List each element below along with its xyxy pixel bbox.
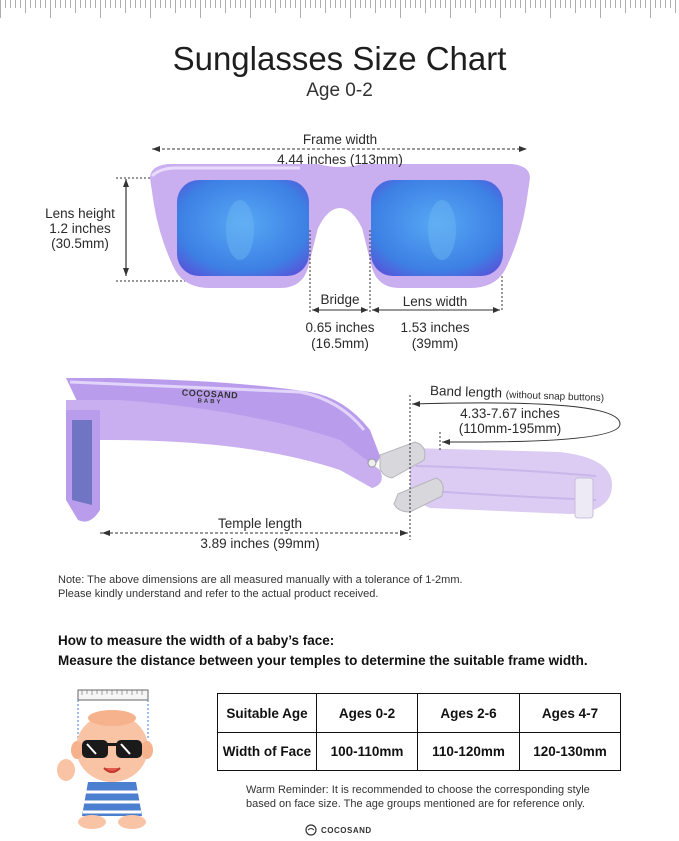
- frame-width-value: 4.44 inches (113mm): [277, 152, 403, 167]
- sunglasses-front-icon: [150, 164, 530, 288]
- size-table-cell: 100-110mm: [317, 733, 418, 771]
- cocosand-logo-icon: [305, 824, 317, 836]
- top-ruler: [0, 0, 679, 22]
- size-table-header-cell: Ages 2-6: [418, 694, 520, 733]
- how-to-heading: How to measure the width of a baby’s face:: [58, 633, 335, 648]
- lens-height-mm: (30.5mm): [51, 236, 109, 251]
- lens-height-inches: 1.2 inches: [49, 221, 111, 236]
- baby-illustration: [52, 688, 164, 830]
- size-table-cell: 110-120mm: [418, 733, 520, 771]
- lens-width-label: Lens width: [402, 294, 468, 309]
- lens-width-mm: (39mm): [411, 336, 459, 351]
- size-table-header-cell: Ages 4-7: [520, 694, 621, 733]
- warm-reminder-line2: based on face size. The age groups mentioned are for reference only.: [246, 798, 585, 810]
- size-table-header-cell: Ages 0-2: [317, 694, 418, 733]
- size-table-cell: 120-130mm: [520, 733, 621, 771]
- footer-brand: COCOSAND: [321, 825, 372, 835]
- size-table: [217, 693, 621, 771]
- temple-brand: COCOSAND: [181, 387, 239, 401]
- band-length-label: Band length: [429, 383, 503, 401]
- temple-brand-sub: BABY: [197, 398, 223, 406]
- bridge-mm: (16.5mm): [311, 336, 369, 351]
- tolerance-note-line1: Note: The above dimensions are all measured manually with a tolerance of 1-2mm.: [58, 574, 463, 586]
- size-table-row: [218, 733, 621, 771]
- size-table-cell: Width of Face: [218, 733, 317, 771]
- page-title: Sunglasses Size Chart: [172, 40, 507, 77]
- frame-width-label: Frame width: [302, 132, 378, 147]
- lens-width-inches: 1.53 inches: [400, 320, 470, 335]
- how-to-instruction: Measure the distance between your temples to determine the suitable frame width.: [58, 653, 588, 668]
- temple-length-value: 3.89 inches (99mm): [200, 536, 320, 551]
- size-table-header-cell: Suitable Age: [218, 694, 317, 733]
- lens-height-label: Lens height: [45, 206, 115, 221]
- footer-logo: [305, 824, 372, 836]
- temple-length-label: Temple length: [217, 516, 303, 531]
- warm-reminder-line1: Warm Reminder: It is recommended to choose the corresponding style: [246, 784, 590, 796]
- tolerance-note-line2: Please kindly understand and refer to the actual product received.: [58, 588, 379, 600]
- band-length-inches: 4.33-7.67 inches: [460, 406, 560, 421]
- bridge-label: Bridge: [320, 292, 360, 307]
- band-length-mm: (110mm-195mm): [458, 421, 562, 436]
- band-length-note: (without snap buttons): [505, 389, 605, 405]
- bridge-inches: 0.65 inches: [305, 320, 375, 335]
- measuring-ruler-icon: [78, 690, 148, 700]
- page-subtitle: Age 0-2: [306, 80, 373, 101]
- size-table-header-row: [218, 694, 621, 733]
